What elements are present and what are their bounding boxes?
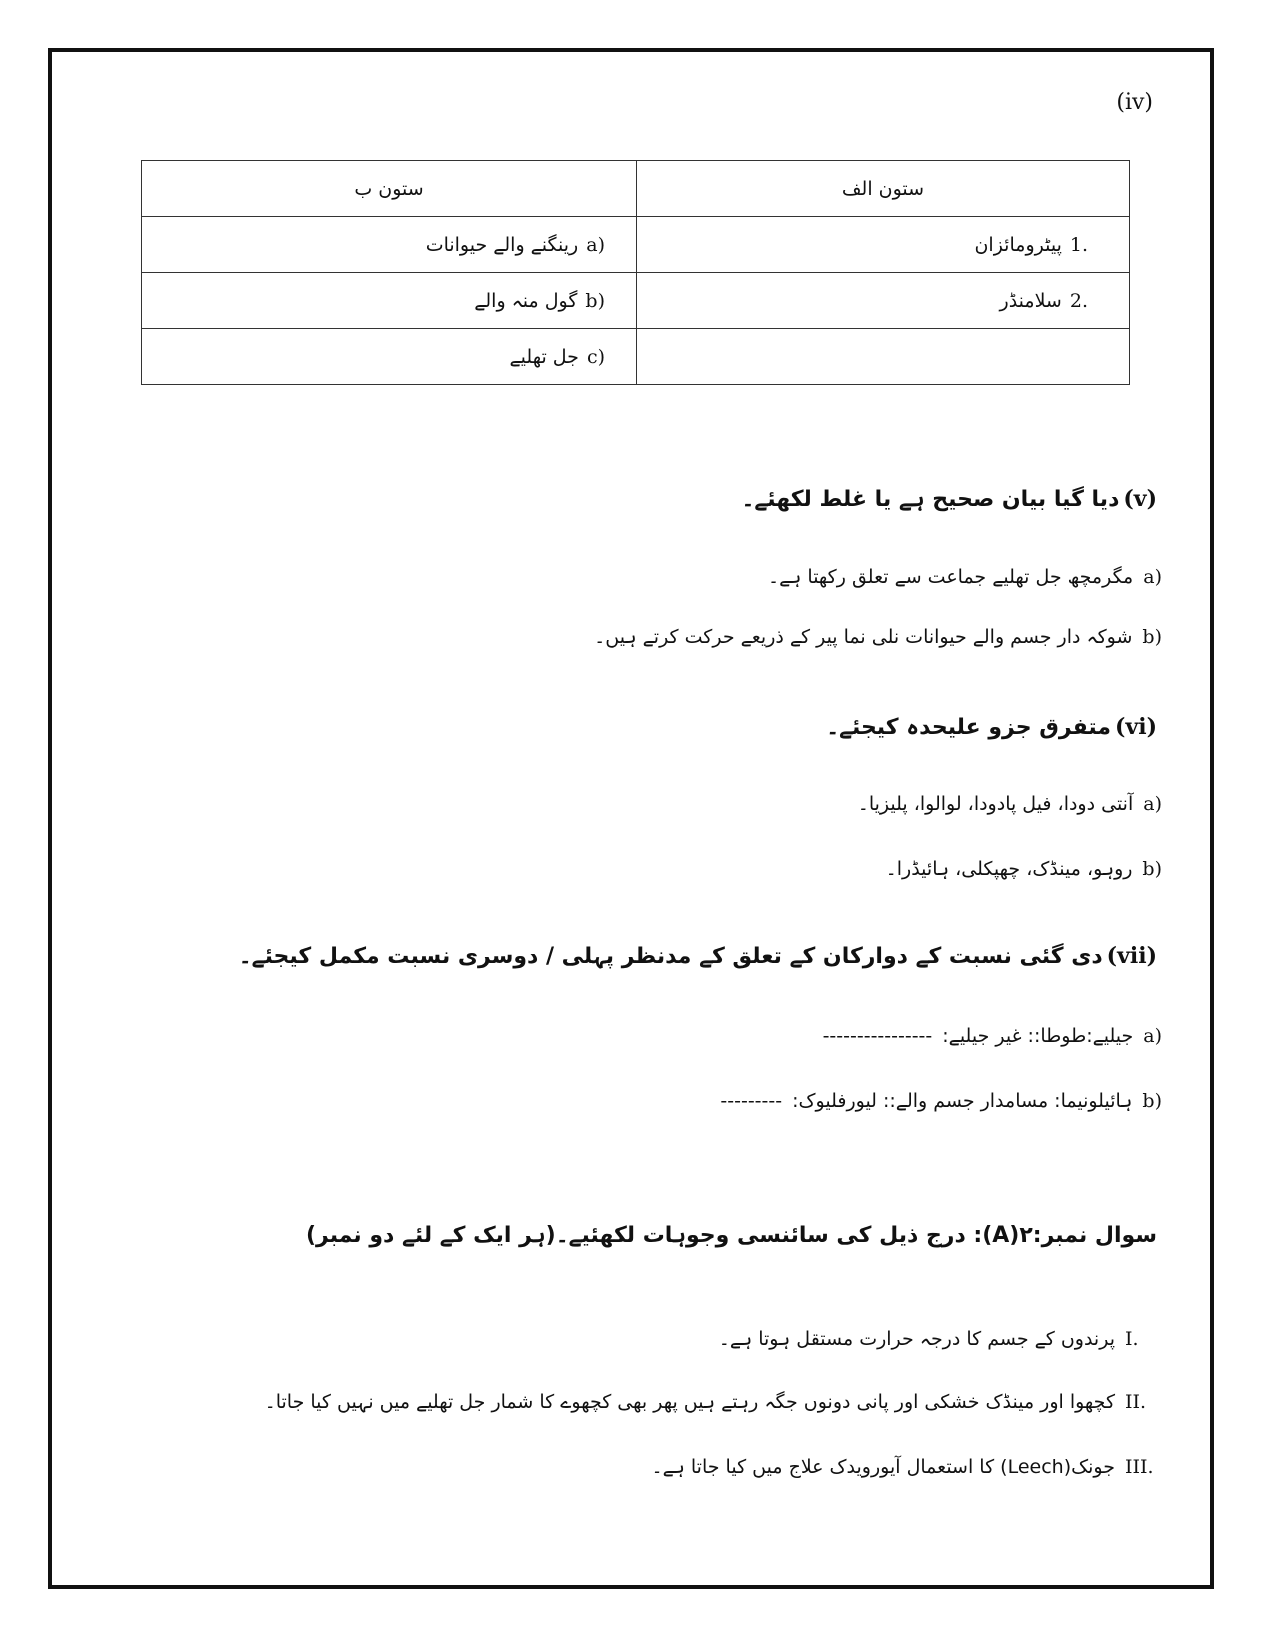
list-item: I. پرندوں کے جسم کا درجہ حرارت مستقل ہوتا ہے۔ — [718, 1328, 1139, 1350]
table-row — [142, 217, 1130, 273]
section-vii-heading — [239, 943, 1157, 969]
section-vii-title: دی گئی نسبت کے دوارکان کے تعلق کے مدنظر پہلی / دوسری نسبت مکمل کیجئے۔ — [238, 943, 1103, 969]
list-item: a) مگرمچھ جل تھلیے جماعت سے تعلق رکھتا ہے۔ — [767, 566, 1162, 588]
match-columns-table — [141, 160, 1130, 385]
list-item: a) آنتی دودا، فیل پادودا، لوالوا، پلیزیا۔ — [857, 793, 1162, 815]
table-header-row — [142, 161, 1130, 217]
question-number-iv: (iv) — [1116, 90, 1153, 115]
question-2a-heading — [306, 1223, 1157, 1248]
col-a-number: 2. — [1069, 289, 1088, 312]
section-v-tag: (v) — [1123, 486, 1157, 512]
col-b-mark: b) — [585, 289, 605, 312]
section-v-title: دیا گیا بیان صحیح ہے یا غلط لکھئے۔ — [741, 486, 1120, 512]
list-item: b) شوکہ دار جسم والے حیوانات نلی نما پیر کے ذریعے حرکت کرتے ہیں۔ — [594, 626, 1162, 648]
col-a-text: سلامنڈر — [999, 289, 1062, 312]
col-a-number: 1. — [1069, 233, 1088, 256]
section-vi-title: متفرق جزو علیحدہ کیجئے۔ — [826, 714, 1112, 740]
table-row — [142, 329, 1130, 385]
answer-blank: --------- — [720, 1090, 783, 1112]
answer-blank: ---------------- — [822, 1025, 933, 1047]
table-row — [142, 273, 1130, 329]
col-b-mark: c) — [586, 345, 605, 368]
section-v-heading — [741, 486, 1157, 512]
col-b-text: جل تھلیے — [509, 345, 579, 368]
col-b-text: گول منہ والے — [474, 289, 578, 312]
list-item: III. جونک(Leech) کا استعمال آیورویدک علاج میں کیا جاتا ہے۔ — [651, 1456, 1154, 1478]
header-col-b: ستون ب — [142, 161, 637, 217]
section-vi-tag: (vi) — [1115, 714, 1157, 740]
col-a-text: پیٹرومائزان — [974, 233, 1062, 256]
question-2a-title: سوال نمبر:۲(A): درج ذیل کی سائنسی وجوہات لکھئیے۔(ہر ایک کے لئے دو نمبر) — [305, 1223, 1157, 1248]
list-item: b) ہائیلونیما: مسامدار جسم والے:: لیورفلیوک: --------- — [720, 1090, 1162, 1112]
col-b-mark: a) — [586, 233, 605, 256]
list-item: II. کچھوا اور مینڈک خشکی اور پانی دونوں جگہ رہتے ہیں پھر بھی کچھوے کا شمار جل تھلیے میں نہیں کیا جاتا۔ — [264, 1391, 1147, 1413]
col-b-text: رینگنے والے حیوانات — [425, 233, 579, 256]
section-vii-tag: (vii) — [1106, 943, 1157, 969]
list-item: b) روہو، مینڈک، چھپکلی، ہائیڈرا۔ — [885, 858, 1162, 880]
header-col-a: ستون الف — [637, 161, 1130, 217]
list-item: a) جیلیے:طوطا:: غیر جیلیے: ---------------- — [822, 1025, 1162, 1047]
section-vi-heading — [826, 714, 1157, 740]
